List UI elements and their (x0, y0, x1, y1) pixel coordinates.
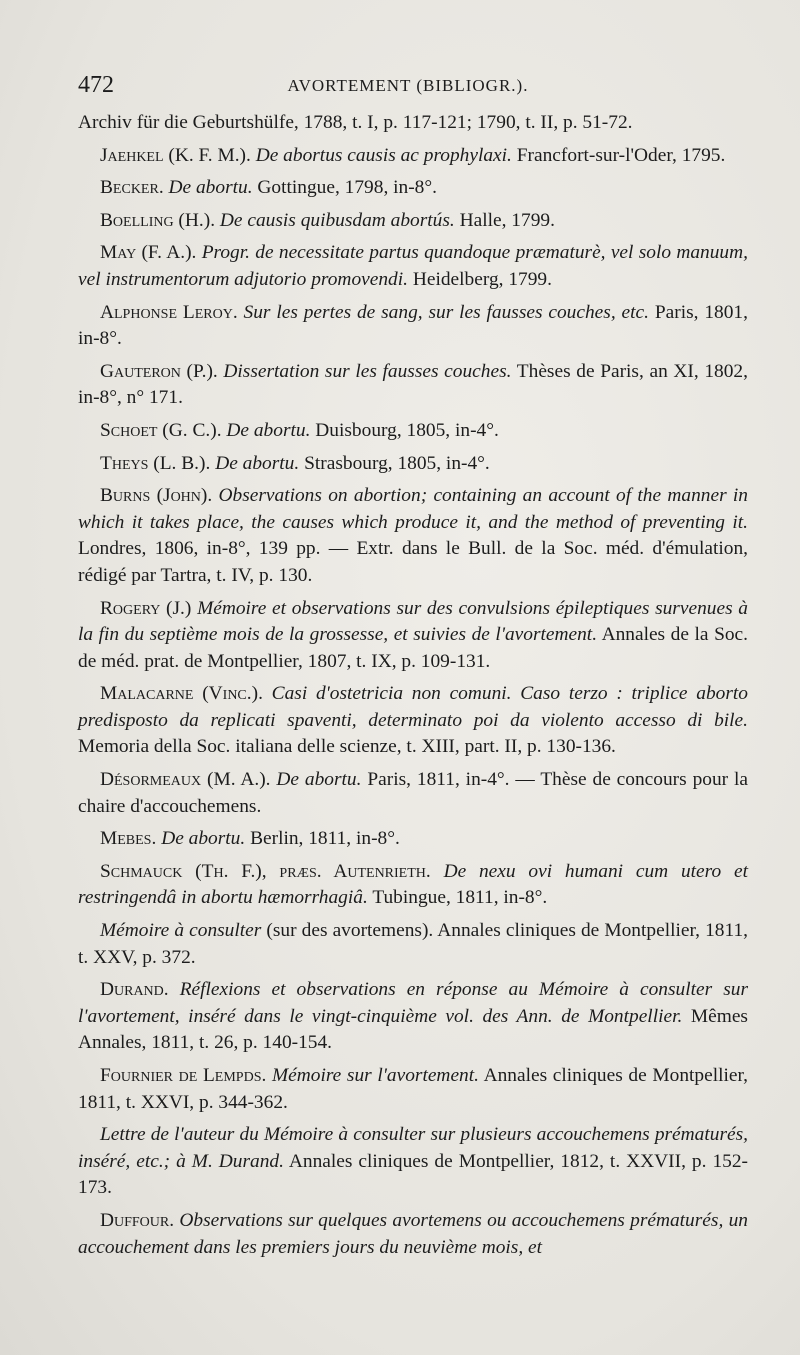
entry-author: Burns (John). (100, 485, 213, 507)
entry-title: De abortu. (168, 177, 253, 199)
entry-title: Lettre de l'auteur du Mémoire à consulter sur plusieurs accouchemens prématurés, inséré, etc.; à M. Durand. (78, 1124, 748, 1172)
entry-publication: Archiv für die Geburtshülfe, 1788, t. I, p. 117-121; 1790, t. II, p. 51-72. (78, 112, 633, 133)
entry-publication: Strasbourg, 1805, in-4°. (304, 452, 490, 474)
entry-author: Mebes. (100, 828, 157, 850)
entry-title: Casi d'ostetricia non comuni. Caso terzo : triplice aborto predisposto da replicati spaventi, determinato poi da violento accesso di bile. (78, 683, 748, 731)
entry-title: De causis quibusdam abortús. (219, 209, 455, 231)
entry-author: Theys (L. B.). (100, 452, 211, 474)
entry-author: May (F. A.). (100, 242, 197, 264)
entry-publication: Paris, 1811, in-4°. — Thèse de concours pour la chaire d'accouchemens. (78, 769, 748, 817)
entry-title: Observations sur quelques avortemens ou accouchemens prématurés, un accouchement dans les premiers jours du neuvième mois, et (78, 1209, 748, 1258)
bibliography-entry (78, 359, 748, 412)
bibliography-entry (78, 918, 748, 971)
entry-author: Boelling (H.). (100, 209, 216, 231)
entry-author: Schmauck (Th. F.), præs. Autenrieth. (100, 860, 431, 882)
bibliography-entry (78, 1208, 748, 1261)
entry-publication: (sur des avortemens). Annales cliniques de Montpellier, 1811, t. XXV, p. 372. (78, 920, 748, 968)
entry-author: Schoet (G. C.). (100, 419, 222, 441)
bibliography-entry (78, 681, 748, 761)
entry-publication: Memoria della Soc. italiana delle scienze, t. XIII, part. II, p. 130-136. (78, 736, 616, 758)
entry-publication: Paris, 1801, in-8°. (78, 301, 748, 350)
entry-title: De abortu. (161, 828, 246, 850)
running-title: AVORTEMENT (BIBLIOGR.). (287, 76, 529, 95)
bibliography-entry (78, 1122, 748, 1202)
entry-publication: Halle, 1799. (459, 209, 555, 231)
bibliography-entry (78, 451, 748, 478)
entry-publication: Annales de la Soc. de méd. prat. de Montpellier, 1807, t. IX, p. 109-131. (78, 624, 748, 672)
entry-publication: Heidelberg, 1799. (412, 268, 552, 290)
bibliography-entry (78, 977, 748, 1057)
entry-author: Jaehkel (K. F. M.). (100, 144, 251, 166)
entry-author: Malacarne (Vinc.). (100, 683, 263, 705)
entry-author: Rogery (J.) (100, 597, 192, 619)
entry-title: Mémoire sur l'avortement. (272, 1065, 479, 1086)
entry-author: Durand. (100, 979, 169, 1001)
entry-author: Fournier de Lempds. (100, 1065, 267, 1086)
entry-title: Sur les pertes de sang, sur les fausses couches, etc. (243, 301, 649, 323)
entry-title: Mémoire à consulter (100, 920, 262, 942)
bibliography-entry (78, 859, 748, 912)
entry-publication: Thèses de Paris, an XI, 1802, in-8°, n° 171. (78, 360, 748, 409)
bibliography-entry (78, 596, 748, 676)
bibliography-entry (78, 418, 748, 445)
bibliography-entry (78, 483, 748, 589)
entry-author: Duffour. (100, 1209, 175, 1231)
entry-publication: Francfort-sur-l'Oder, 1795. (516, 144, 726, 166)
entry-publication: Mêmes Annales, 1811, t. 26, p. 140-154. (78, 1005, 748, 1054)
bibliography-entry (78, 110, 748, 137)
entry-publication: Gottingue, 1798, in-8°. (257, 177, 437, 199)
entry-publication: Londres, 1806, in-8°, 139 pp. — Extr. dans le Bull. de la Soc. méd. d'émulation, rédigé par Tartra, t. IV, p. 130. (78, 538, 748, 586)
entry-title: De abortus causis ac prophylaxi. (255, 144, 512, 166)
entry-publication: Annales cliniques de Montpellier, 1812, t. XXVII, p. 152-173. (78, 1150, 748, 1199)
bibliography-entry (78, 240, 748, 293)
entry-title: Observations on abortion; containing an account of the manner in which it takes place, the causes which produce it, and the method of preventing it. (78, 485, 748, 533)
entry-title: Mémoire et observations sur des convulsions épileptiques survenues à la fin du septième mois de la grossesse, et suivies de l'avortement. (78, 597, 748, 646)
entry-title: De abortu. (215, 452, 300, 474)
bibliography-entry (78, 826, 748, 853)
entry-title: Progr. de necessitate partus quandoque præmaturè, vel solo manuum, vel instrumentorum adjutorio promovendi. (78, 242, 748, 290)
entry-publication: Tubingue, 1811, in-8°. (372, 887, 548, 909)
entry-title: Dissertation sur les fausses couches. (223, 360, 512, 382)
bibliography-entry (78, 300, 748, 353)
entry-author: Désormeaux (M. A.). (100, 769, 271, 791)
bibliography-list (78, 110, 748, 1267)
entry-author: Alphonse Leroy. (100, 301, 238, 323)
bibliography-entry (78, 208, 748, 235)
page-header (78, 72, 738, 104)
bibliography-entry (78, 143, 748, 170)
bibliography-entry (78, 175, 748, 202)
entry-publication: Berlin, 1811, in-8°. (250, 828, 400, 850)
entry-publication: Annales cliniques de Montpellier, 1811, t. XXVI, p. 344-362. (78, 1065, 748, 1113)
entry-publication: Duisbourg, 1805, in-4°. (315, 419, 499, 441)
page-number: 472 (78, 72, 114, 98)
entry-title: De abortu. (226, 419, 311, 441)
entry-author: Becker. (100, 177, 164, 199)
entry-author: Gauteron (P.). (100, 360, 218, 382)
entry-title: De nexu ovi humani cum utero et restringendâ in abortu hæmorrhagiâ. (78, 860, 748, 909)
entry-title: Réflexions et observations en réponse au Mémoire à consulter sur l'avortement, inséré dans le vingt-cinquième vol. des Ann. de Montpellier. (78, 979, 749, 1027)
bibliography-entry (78, 1063, 748, 1116)
entry-title: De abortu. (276, 769, 362, 791)
bibliography-entry (78, 767, 748, 820)
